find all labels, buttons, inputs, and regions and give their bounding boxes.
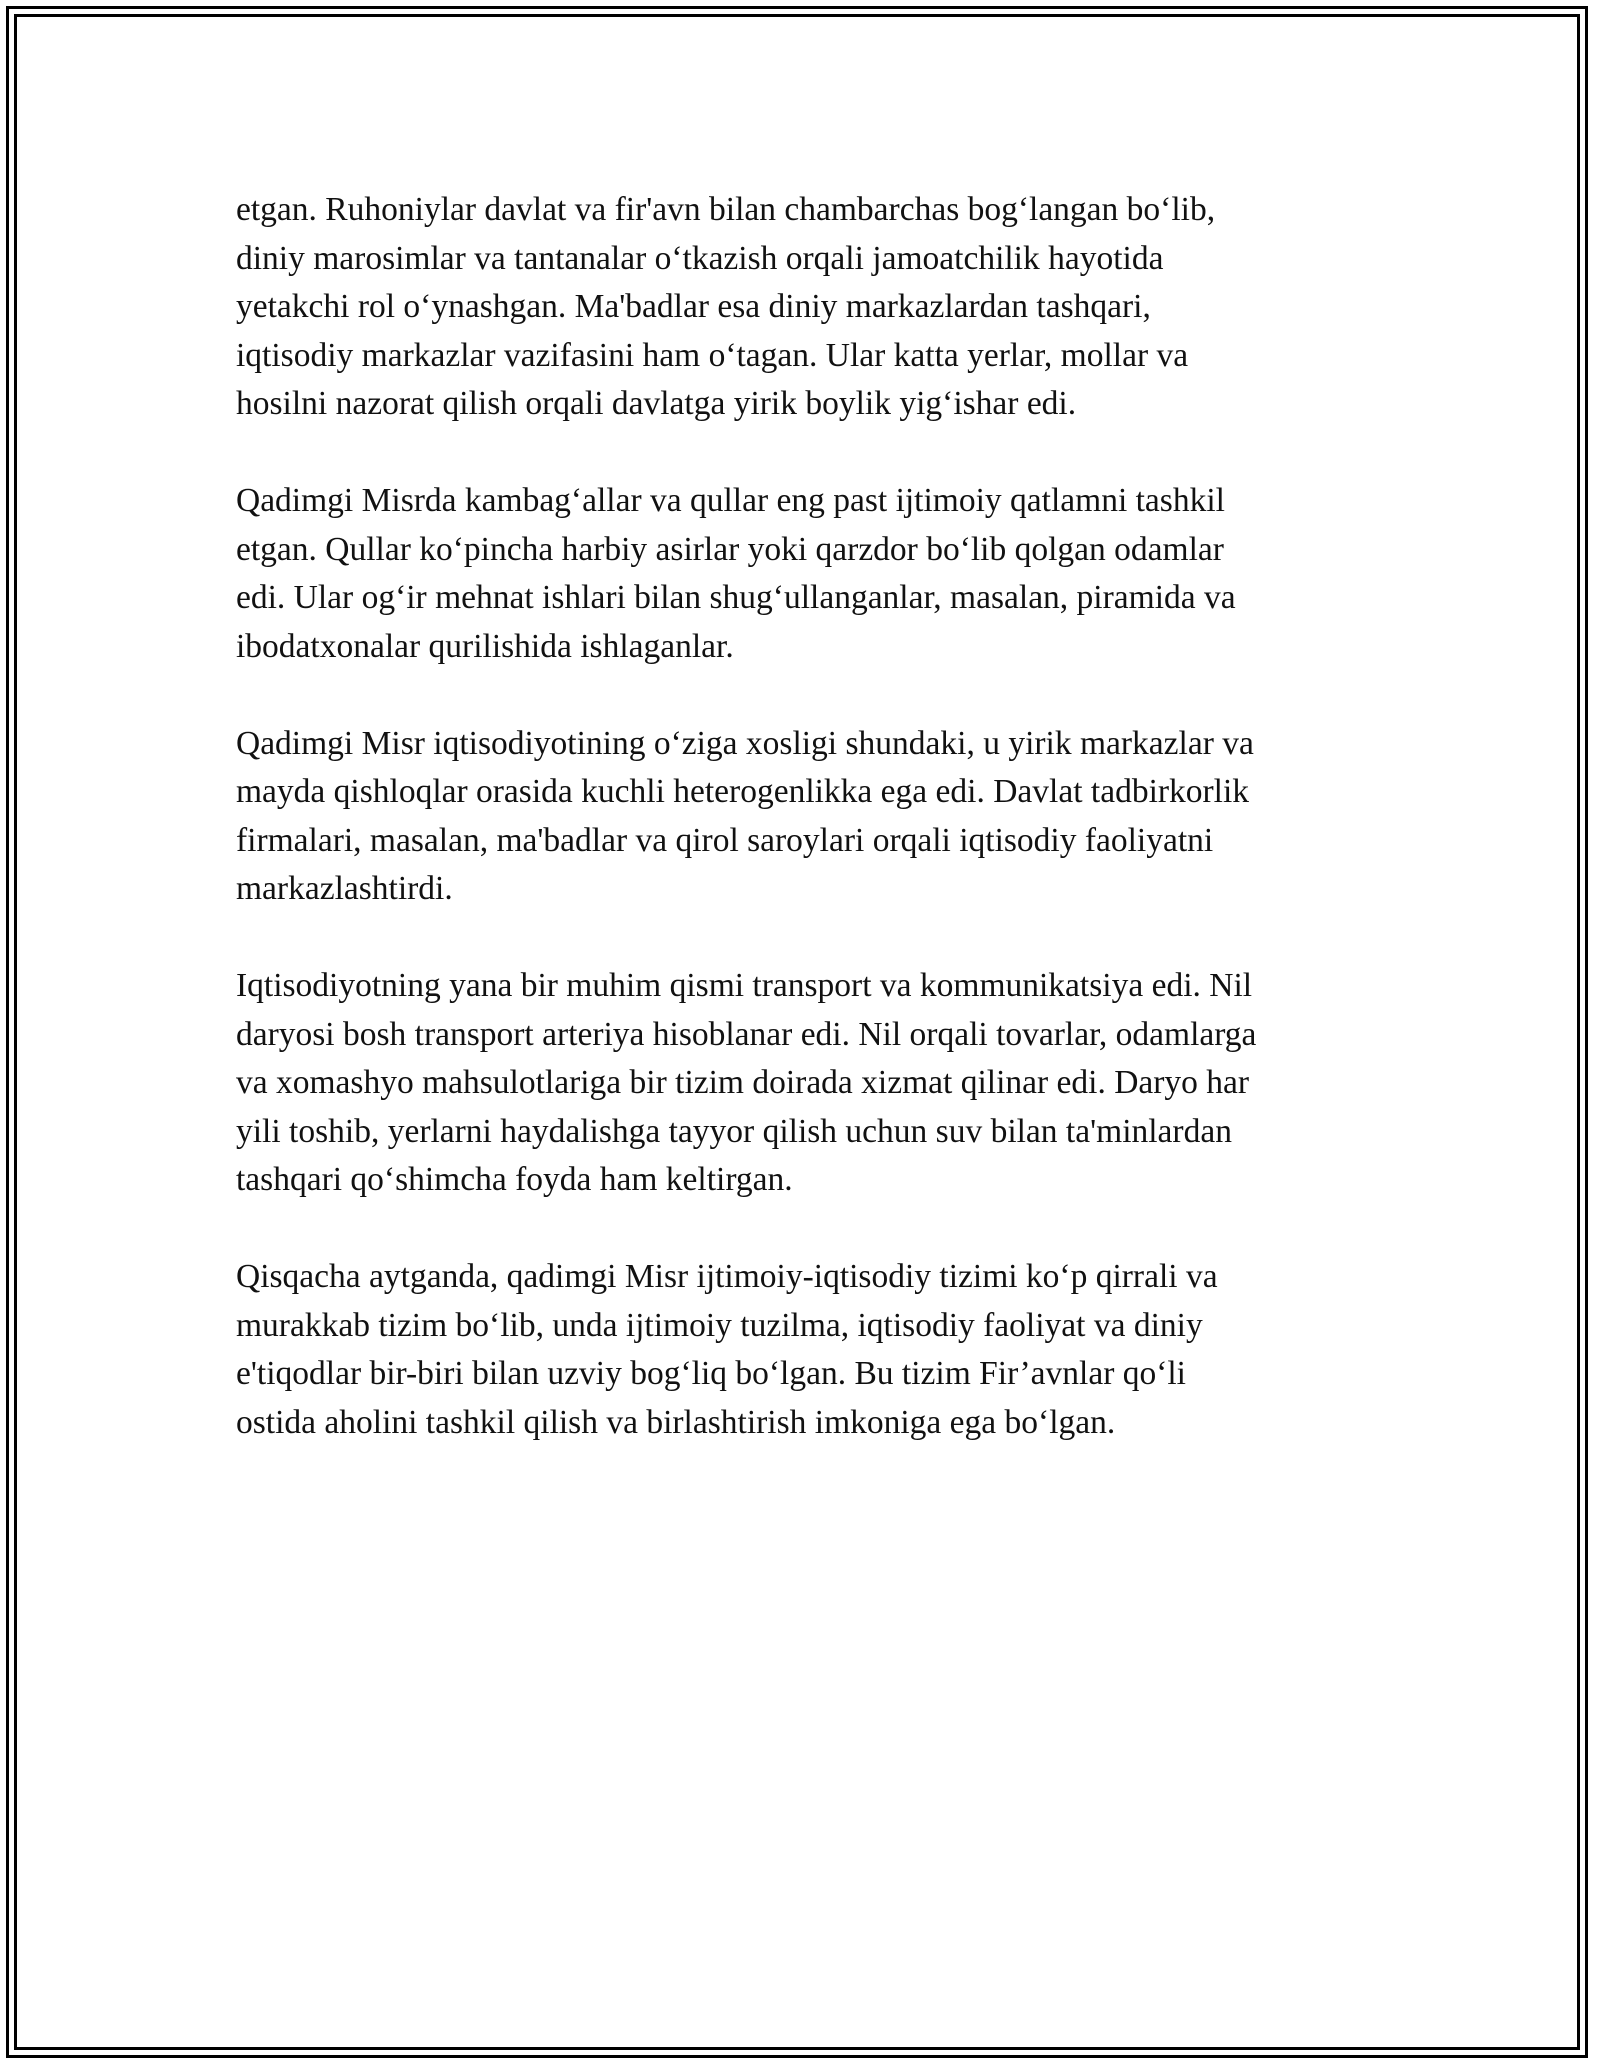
text-line: diniy marosimlar va tantanalar o‘tkazish orqali jamoatchilik hayotida (236, 239, 1164, 277)
text-line: Qisqacha aytganda, qadimgi Misr ijtimoiy-iqtisodiy tizimi ko‘p qirrali va (236, 1258, 1218, 1295)
paragraph-transport (236, 962, 1366, 1205)
text-line: edi. Ular og‘ir mehnat ishlari bilan shug‘ullanganlar, masalan, piramida va (236, 579, 1236, 616)
paragraph-economy (236, 720, 1366, 914)
text-line: va xomashyo mahsulotlariga bir tizim doirada xizmat qilinar edi. Daryo har (236, 1064, 1250, 1101)
text-line: ostida aholini tashkil qilish va birlashtirish imkoniga ega bo‘lgan. (236, 1403, 1116, 1441)
text-line: hosilni nazorat qilish orqali davlatga yirik boylik yig‘ishar edi. (236, 385, 1077, 422)
text-line: mayda qishloqlar orasida kuchli heterogenlikka ega edi. Davlat tadbirkorlik (236, 773, 1250, 810)
text-line: iqtisodiy markazlar vazifasini ham o‘tagan. Ular katta yerlar, mollar va (236, 336, 1189, 374)
text-line: firmalari, masalan, ma'badlar va qirol saroylari orqali iqtisodiy faoliyatni (236, 821, 1214, 859)
text-line: Qadimgi Misr iqtisodiyotining o‘ziga xosligi shundaki, u yirik markazlar va (236, 724, 1254, 762)
text-line: etgan. Ruhoniylar davlat va fir'avn bilan chambarchas bog‘langan bo‘lib, (236, 191, 1216, 228)
text-line: yetakchi rol o‘ynashgan. Ma'badlar esa diniy markazlardan tashqari, (236, 288, 1151, 325)
text-line: ibodatxonalar qurilishida ishlaganlar. (236, 627, 734, 665)
paragraph-poor-and-slaves (236, 477, 1366, 671)
text-line: e'tiqodlar bir-biri bilan uzviy bog‘liq bo‘lgan. Bu tizim Fir’avnlar qo‘li (236, 1355, 1186, 1392)
text-line: yili toshib, yerlarni haydalishga tayyor qilish uchun suv bilan ta'minlardan (236, 1112, 1232, 1150)
text-line: Qadimgi Misrda kambag‘allar va qullar eng past ijtimoiy qatlamni tashkil (236, 482, 1225, 519)
text-line: Iqtisodiyotning yana bir muhim qismi transport va kommunikatsiya edi. Nil (236, 967, 1253, 1004)
paragraph-summary (236, 1253, 1366, 1447)
text-line: daryosi bosh transport arteriya hisoblanar edi. Nil orqali tovarlar, odamlarga (236, 1015, 1257, 1053)
paragraph-priests-temples (236, 186, 1366, 429)
document-body (236, 186, 1366, 1496)
text-line: markazlashtirdi. (236, 870, 453, 907)
text-line: tashqari qo‘shimcha foyda ham keltirgan. (236, 1161, 793, 1198)
text-line: murakkab tizim bo‘lib, unda ijtimoiy tuzilma, iqtisodiy faoliyat va diniy (236, 1306, 1203, 1344)
text-line: etgan. Qullar ko‘pincha harbiy asirlar yoki qarzdor bo‘lib qolgan odamlar (236, 530, 1224, 568)
